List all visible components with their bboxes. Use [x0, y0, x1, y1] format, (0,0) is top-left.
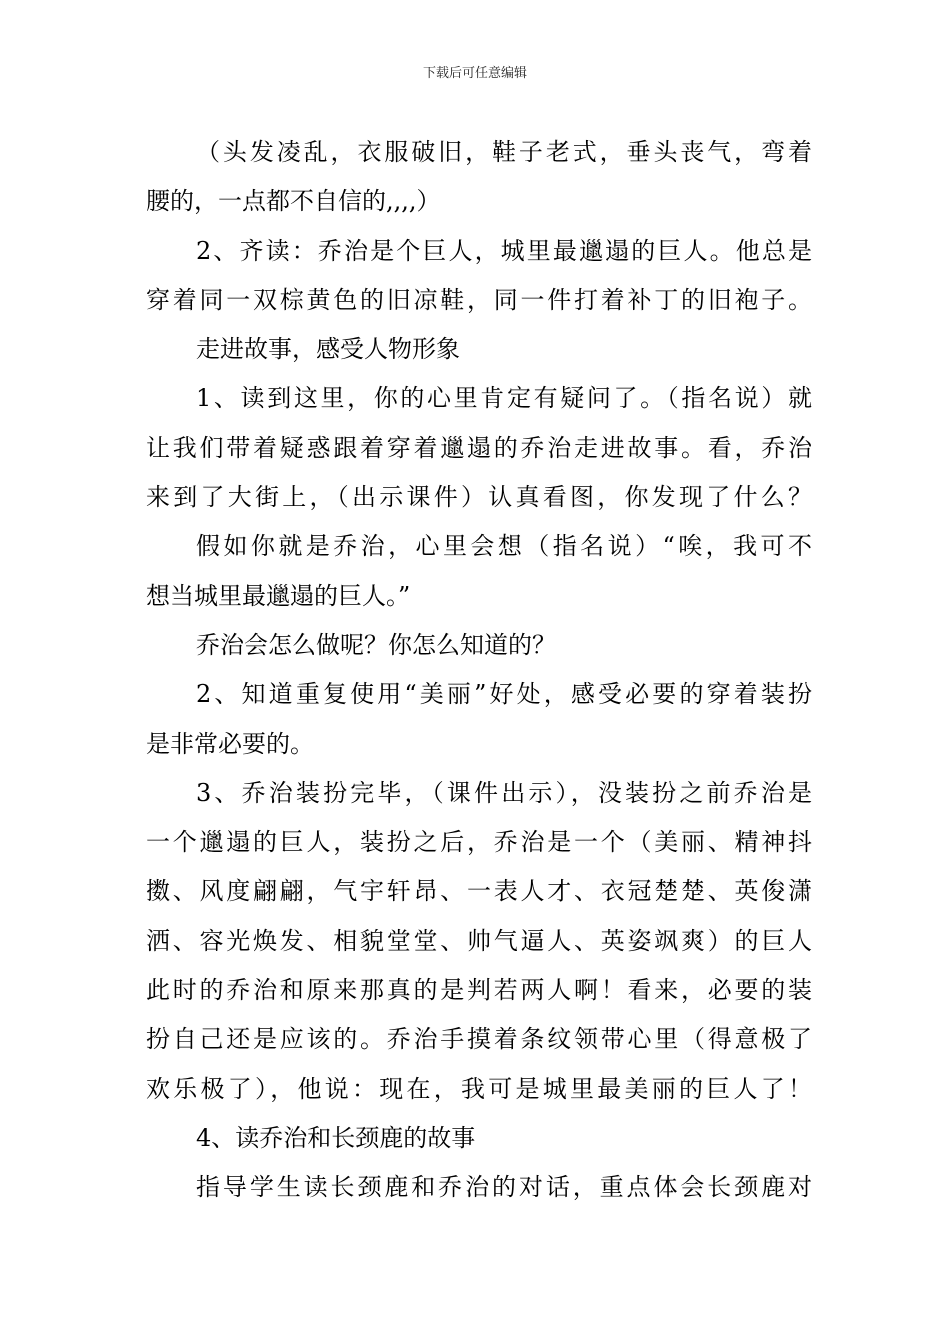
text-line: 扮自己还是应该的。乔治手摸着条纹领带心里（得意极了	[146, 1025, 812, 1054]
text-line: 一个邋遢的巨人，装扮之后，乔治是一个（美丽、精神抖	[146, 828, 812, 857]
text-line: 来到了大街上，（出示课件）认真看图，你发现了什么？	[146, 483, 812, 512]
text-line: 3、乔治装扮完毕，（课件出示），没装扮之前乔治是	[196, 778, 812, 807]
text-line: 1、读到这里，你的心里肯定有疑问了。（指名说）就	[196, 384, 812, 413]
text-line: 擞、风度翩翩，气宇轩昂、一表人才、衣冠楚楚、英俊潇	[146, 877, 812, 906]
text-line: 此时的乔治和原来那真的是判若两人啊！看来，必要的装	[146, 976, 812, 1005]
text-line: 想当城里最邋遢的巨人。”	[146, 581, 411, 610]
text-line: 4、读乔治和长颈鹿的故事	[196, 1123, 476, 1152]
text-line: 腰的，一点都不自信的,,,,）	[146, 187, 441, 216]
text-line: （头发凌乱，衣服破旧，鞋子老式，垂头丧气，弯着	[196, 138, 812, 166]
document-body	[146, 128, 812, 1213]
text-line: 穿着同一双棕黄色的旧凉鞋，同一件打着补丁的旧袍子。	[146, 285, 812, 314]
text-line: 2、知道重复使用“美丽”好处，感受必要的穿着装扮	[196, 680, 812, 709]
text-line: 是非常必要的。	[146, 729, 314, 758]
text-line: 指导学生读长颈鹿和乔治的对话，重点体会长颈鹿对	[196, 1173, 812, 1202]
text-line: 走进故事，感受人物形象	[196, 335, 460, 364]
text-line: 假如你就是乔治，心里会想（指名说）“唉，我可不	[196, 532, 812, 561]
text-line: 乔治会怎么做呢？你怎么知道的？	[196, 630, 556, 659]
page-header-note: 下载后可任意编辑	[422, 66, 527, 81]
text-line: 让我们带着疑惑跟着穿着邋遢的乔治走进故事。看，乔治	[146, 433, 812, 462]
text-line: 洒、容光焕发、相貌堂堂、帅气逼人、英姿飒爽）的巨人	[146, 926, 812, 955]
text-line: 欢乐极了），他说：现在，我可是城里最美丽的巨人了！	[146, 1074, 812, 1103]
text-line: 2、齐读：乔治是个巨人，城里最邋遢的巨人。他总是	[196, 236, 812, 265]
